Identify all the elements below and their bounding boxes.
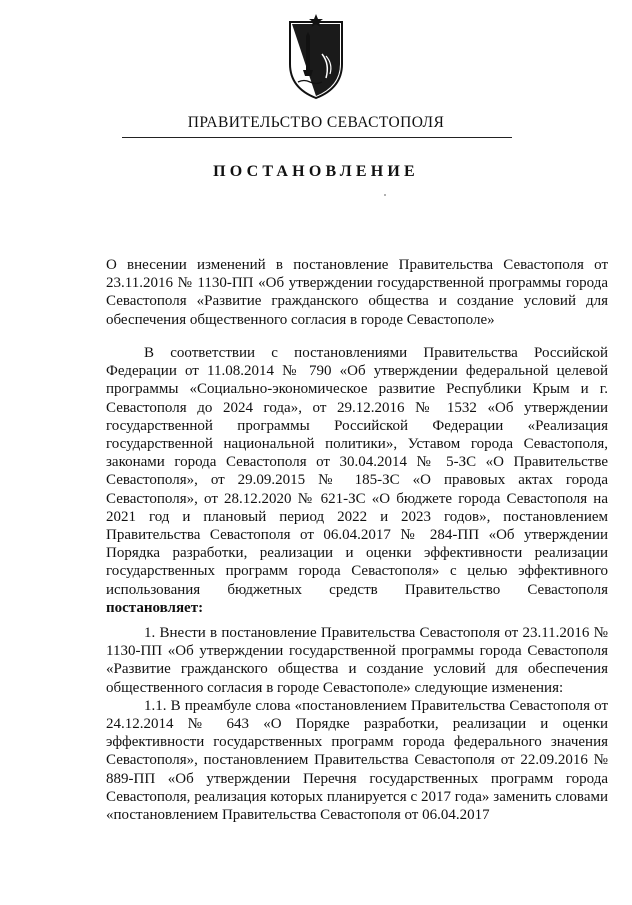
sevastopol-coat-of-arms-emblem <box>286 14 346 100</box>
item-1-1: 1.1. В преамбуле слова «постановлением Правительства Севастополя от 24.12.2014 № 643 «О Порядке разработки, реализации и оценки эффективности государственных программ города федерального значения Севастополя», постановлением Правительства Севастополя от 22.09.2016 № 889-ПП «Об утверждении Перечня государственных программ города Севастополя, реализация которых планируется с 2017 года» заменить словами «постановлением Правительства Севастополя от 06.04.2017 <box>106 697 608 824</box>
subject-text: О внесении изменений в постановление Правительства Севастополя от 23.11.2016 № 1130-ПП «Об утверждении государственной программы города Севастополя «Развитие гражданского общества и создание условий для обеспечения общественного согласия в городе Севастополе» <box>106 257 608 328</box>
scan-speck <box>384 194 386 196</box>
item-1: 1. Внести в постановление Правительства Севастополя от 23.11.2016 № 1130-ПП «Об утверждении государственной программы города Севастополя «Развитие гражданского общества и создание условий для обеспечения общественного согласия в городе Севастополе» следующие изменения: <box>106 625 608 696</box>
title-underline <box>122 137 512 138</box>
items-block <box>106 624 608 824</box>
decree-word: постановляет: <box>106 599 204 616</box>
preamble-text: В соответствии с постановлениями Правительства Российской Федерации от 11.08.2014 № 790 «Об утверждении федеральной целевой программы «Социально-экономическое развитие Республики Крым и г. Севастополя до 2024 года», от 29.12.2016 № 1532 «Об утверждении государственной программы Российской Федерации «Реализация государственной национальной политики», Уставом города Севастополя, законами города Севастополя от 30.04.2014 № 5-ЗС «О Правительстве Севастополя», от 29.09.2015 № 185-ЗС «О правовых актах города Севастополя», от 28.12.2020 № 621-ЗС «О бюджете города Севастополя на 2021 год и плановый период 2022 и 2023 годов», постановлением Правительства Севастополя от 06.04.2017 № 284-ПП «Об утверждении Порядка разработки, реализации и оценки эффективности реализации государственных программ города Севастополя» с целью эффективного использования бюджетных средств Правительство Севастополя <box>106 345 608 598</box>
subject-block <box>106 256 608 329</box>
government-title: ПРАВИТЕЛЬСТВО СЕВАСТОПОЛЯ <box>187 114 445 131</box>
preamble-paragraph <box>106 344 608 617</box>
document-type-heading: ПОСТАНОВЛЕНИЕ <box>213 163 419 180</box>
preamble-block <box>106 344 608 617</box>
